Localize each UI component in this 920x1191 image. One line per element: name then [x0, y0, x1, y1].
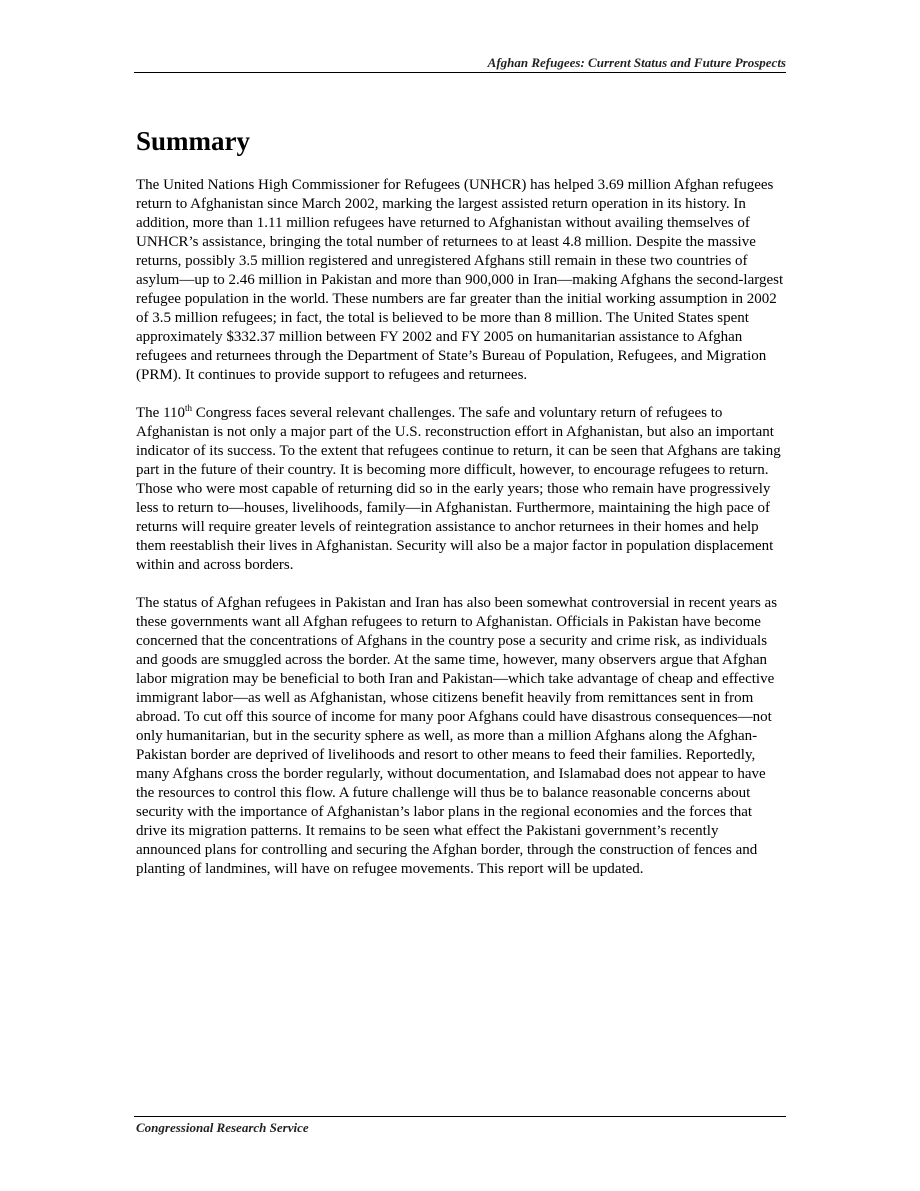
- summary-paragraph-3: The status of Afghan refugees in Pakistan and Iran has also been somewhat controversial in recent years as these governments want all Afghan refugees to return to Afghanistan. Officials in Pakistan have become concerned that the concentrations of Afghans in the country pose a security and crime risk, as individuals and goods are smuggled across the border. At the same time, however, many observers argue that Afghan labor migration may be beneficial to both Iran and Pakistan—which take advantage of cheap and effective immigrant labor—as well as Afghanistan, whose citizens benefit heavily from remittances sent in from abroad. To cut off this source of income for many poor Afghans could have disastrous consequences—not only humanitarian, but in the security sphere as well, as more than a million Afghans along the Afghan-Pakistan border are deprived of livelihoods and resort to other means to feed their families. Reportedly, many Afghans cross the border regularly, without documentation, and Islamabad does not appear to have the resources to control this flow. A future challenge will thus be to balance reasonable concerns about security with the importance of Afghanistan’s labor plans in the regional economies and the forces that drive its migration patterns. It remains to be seen what effect the Pakistani government’s recently announced plans for controlling and securing the Afghan border, through the construction of fences and planting of landmines, will have on refugee movements. This report will be updated.: [136, 595, 778, 877]
- paragraph-2-rest: Congress faces several relevant challenges. The safe and voluntary return of refugees to Afghanistan is not only a major part of the U.S. reconstruction effort in Afghanistan, but also an important indicator of its success. To the extent that refugees continue to return, it can be seen that Afghans are taking part in the future of their country. It is becoming more difficult, however, to encourage refugees to return. Those who were most capable of returning did so in the early years; those who remain have progressively less to return to—houses, livelihoods, family—in Afghanistan. Furthermore, maintaining the high pace of returns will require greater levels of reintegration assistance to anchor returnees in their homes and help them reestablish their lives in Afghanistan. Security will also be a major factor in population displacement within and across borders.: [136, 405, 781, 573]
- ordinal-superscript: th: [185, 403, 193, 413]
- summary-paragraph-2: [136, 404, 786, 575]
- summary-paragraph-1: The United Nations High Commissioner for Refugees (UNHCR) has helped 3.69 million Afghan refugees return to Afghanistan since March 2002, marking the largest assisted return operation in its history. In addition, more than 1.11 million refugees have returned to Afghanistan without availing themselves of UNHCR’s assistance, bringing the total number of returnees to at least 4.8 million. Despite the massive returns, possibly 3.5 million registered and unregistered Afghans still remain in these two countries of asylum—up to 2.46 million in Pakistan and more than 900,000 in Iran—making Afghans the second-largest refugee population in the world. These numbers are far greater than the initial working assumption in 2002 of 3.5 million refugees; in fact, the total is believed to be more than 8 million. The United States spent approximately $332.37 million between FY 2002 and FY 2005 on humanitarian assistance to Afghan refugees and returnees through the Department of State’s Bureau of Population, Refugees, and Migration (PRM). It continues to provide support to refugees and returnees.: [136, 177, 784, 383]
- paragraph-2-prefix: The 110: [136, 405, 186, 421]
- page-title: Summary: [136, 126, 250, 156]
- running-footer: Congressional Research Service: [136, 1120, 309, 1135]
- header-rule: [134, 72, 786, 73]
- summary-body: [136, 176, 786, 898]
- running-header: Afghan Refugees: Current Status and Future Prospects: [487, 55, 786, 70]
- footer-rule: [134, 1116, 786, 1117]
